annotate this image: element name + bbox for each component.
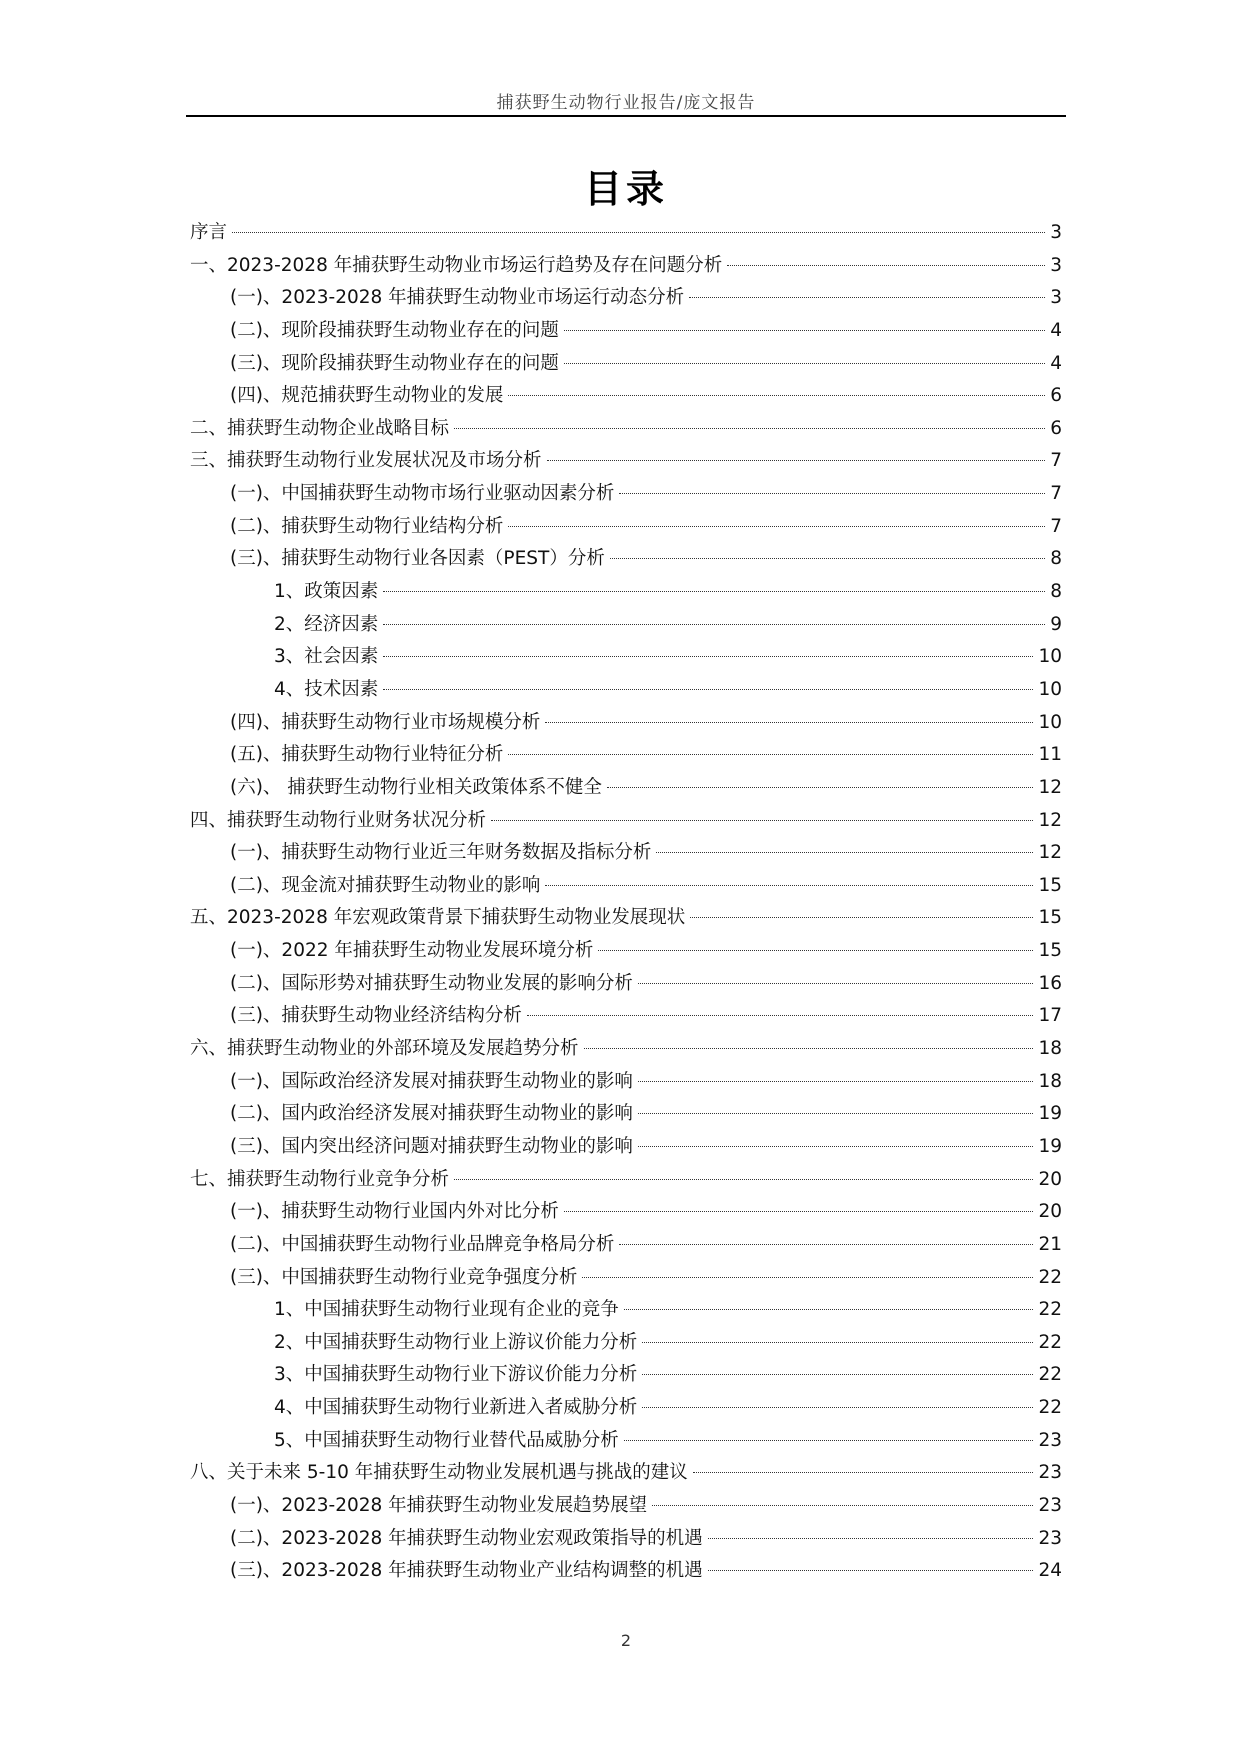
toc-entry-page: 21 bbox=[1038, 1233, 1062, 1255]
toc-entry[interactable] bbox=[190, 870, 1062, 903]
toc-entry-title: (六)、 捕获野生动物行业相关政策体系不健全 bbox=[230, 776, 602, 798]
toc-entry-title: (三)、捕获野生动物业经济结构分析 bbox=[230, 1005, 522, 1027]
toc-entry-page: 17 bbox=[1038, 1005, 1062, 1027]
toc-entry[interactable] bbox=[190, 1229, 1062, 1262]
table-of-contents bbox=[190, 217, 1062, 1588]
toc-entry-title: (一)、2023-2028 年捕获野生动物业市场运行动态分析 bbox=[230, 287, 685, 309]
toc-dot-leader bbox=[638, 1146, 1034, 1147]
toc-entry[interactable] bbox=[190, 1457, 1062, 1490]
toc-entry-page: 10 bbox=[1038, 711, 1062, 733]
toc-dot-leader bbox=[638, 1113, 1034, 1114]
toc-entry[interactable] bbox=[190, 1490, 1062, 1523]
toc-dot-leader bbox=[656, 852, 1033, 853]
toc-entry-page: 15 bbox=[1038, 907, 1062, 929]
toc-entry-title: (二)、捕获野生动物行业结构分析 bbox=[230, 515, 504, 537]
toc-dot-leader bbox=[545, 885, 1033, 886]
toc-entry-page: 20 bbox=[1038, 1168, 1062, 1190]
toc-entry[interactable] bbox=[190, 902, 1062, 935]
toc-dot-leader bbox=[564, 1211, 1034, 1212]
toc-entry[interactable] bbox=[190, 478, 1062, 511]
page-number: 2 bbox=[620, 1631, 632, 1650]
toc-entry-title: 2、中国捕获野生动物行业上游议价能力分析 bbox=[274, 1331, 638, 1353]
toc-entry[interactable] bbox=[190, 1327, 1062, 1360]
toc-entry-page: 8 bbox=[1050, 581, 1062, 603]
toc-entry-title: 七、捕获野生动物行业竞争分析 bbox=[190, 1168, 450, 1190]
toc-entry-page: 23 bbox=[1038, 1494, 1062, 1516]
toc-entry-title: 4、中国捕获野生动物行业新进入者威胁分析 bbox=[274, 1397, 638, 1419]
toc-entry-page: 19 bbox=[1038, 1135, 1062, 1157]
toc-entry[interactable] bbox=[190, 739, 1062, 772]
toc-entry-page: 6 bbox=[1050, 417, 1062, 439]
toc-entry-page: 12 bbox=[1038, 776, 1062, 798]
toc-entry-title: (三)、捕获野生动物行业各因素（PEST）分析 bbox=[230, 548, 605, 570]
toc-entry-page: 19 bbox=[1038, 1103, 1062, 1125]
toc-title: 目录 bbox=[583, 166, 668, 211]
toc-entry[interactable] bbox=[190, 641, 1062, 674]
toc-entry-title: 3、中国捕获野生动物行业下游议价能力分析 bbox=[274, 1364, 638, 1386]
toc-entry-title: (二)、中国捕获野生动物行业品牌竞争格局分析 bbox=[230, 1233, 615, 1255]
toc-entry[interactable] bbox=[190, 1000, 1062, 1033]
toc-dot-leader bbox=[619, 493, 1045, 494]
toc-entry[interactable] bbox=[190, 282, 1062, 315]
toc-entry-title: (二)、国际形势对捕获野生动物业发展的影响分析 bbox=[230, 972, 633, 994]
toc-entry-page: 20 bbox=[1038, 1201, 1062, 1223]
toc-entry-page: 15 bbox=[1038, 940, 1062, 962]
toc-dot-leader bbox=[454, 1179, 1033, 1180]
toc-dot-leader bbox=[689, 297, 1045, 298]
toc-entry-page: 11 bbox=[1038, 744, 1062, 766]
toc-dot-leader bbox=[584, 1048, 1034, 1049]
toc-entry-page: 7 bbox=[1050, 483, 1062, 505]
toc-entry-page: 3 bbox=[1050, 287, 1062, 309]
toc-entry-title: (一)、2022 年捕获野生动物业发展环境分析 bbox=[230, 940, 594, 962]
toc-dot-leader bbox=[624, 1440, 1034, 1441]
toc-dot-leader bbox=[619, 1244, 1033, 1245]
toc-dot-leader bbox=[598, 950, 1033, 951]
toc-entry-title: 二、捕获野生动物企业战略目标 bbox=[190, 417, 450, 439]
toc-entry-title: (三)、现阶段捕获野生动物业存在的问题 bbox=[230, 352, 559, 374]
toc-entry-title: 4、技术因素 bbox=[274, 678, 379, 700]
toc-entry-page: 22 bbox=[1038, 1364, 1062, 1386]
toc-dot-leader bbox=[508, 526, 1045, 527]
toc-entry-title: (三)、国内突出经济问题对捕获野生动物业的影响 bbox=[230, 1135, 633, 1157]
toc-entry-title: (一)、国际政治经济发展对捕获野生动物业的影响 bbox=[230, 1070, 633, 1092]
toc-entry-page: 9 bbox=[1050, 613, 1062, 635]
toc-entry[interactable] bbox=[190, 1196, 1062, 1229]
toc-dot-leader bbox=[652, 1505, 1033, 1506]
toc-entry-page: 22 bbox=[1038, 1397, 1062, 1419]
toc-entry[interactable] bbox=[190, 348, 1062, 381]
toc-dot-leader bbox=[693, 1472, 1034, 1473]
toc-entry[interactable] bbox=[190, 707, 1062, 740]
toc-dot-leader bbox=[564, 330, 1045, 331]
toc-dot-leader bbox=[727, 265, 1045, 266]
toc-entry[interactable] bbox=[190, 1294, 1062, 1327]
toc-dot-leader bbox=[383, 689, 1033, 690]
toc-dot-leader bbox=[708, 1570, 1034, 1571]
toc-entry[interactable] bbox=[190, 1066, 1062, 1099]
toc-dot-leader bbox=[547, 460, 1046, 461]
toc-entry-title: (四)、捕获野生动物行业市场规模分析 bbox=[230, 711, 541, 733]
toc-entry[interactable] bbox=[190, 250, 1062, 283]
toc-entry-page: 10 bbox=[1038, 678, 1062, 700]
toc-dot-leader bbox=[610, 558, 1045, 559]
toc-dot-leader bbox=[582, 1277, 1033, 1278]
toc-entry-page: 23 bbox=[1038, 1429, 1062, 1451]
toc-entry-title: 一、2023-2028 年捕获野生动物业市场运行趋势及存在问题分析 bbox=[190, 254, 723, 276]
toc-dot-leader bbox=[607, 787, 1034, 788]
toc-entry[interactable] bbox=[190, 1262, 1062, 1295]
toc-dot-leader bbox=[545, 722, 1033, 723]
toc-entry-title: 序言 bbox=[190, 222, 228, 243]
toc-entry-title: (三)、中国捕获野生动物行业竞争强度分析 bbox=[230, 1266, 578, 1288]
toc-entry[interactable] bbox=[190, 1131, 1062, 1164]
toc-entry[interactable] bbox=[190, 1164, 1062, 1197]
toc-entry-title: 六、捕获野生动物业的外部环境及发展趋势分析 bbox=[190, 1038, 579, 1060]
toc-entry-title: (一)、2023-2028 年捕获野生动物业发展趋势展望 bbox=[230, 1494, 648, 1516]
toc-entry[interactable] bbox=[190, 1392, 1062, 1425]
toc-entry-page: 7 bbox=[1050, 515, 1062, 537]
toc-entry-page: 12 bbox=[1038, 842, 1062, 864]
toc-entry-page: 18 bbox=[1038, 1038, 1062, 1060]
toc-entry-title: (三)、2023-2028 年捕获野生动物业产业结构调整的机遇 bbox=[230, 1560, 703, 1582]
toc-dot-leader bbox=[708, 1538, 1034, 1539]
toc-dot-leader bbox=[383, 656, 1033, 657]
toc-entry[interactable] bbox=[190, 1523, 1062, 1556]
toc-entry-page: 4 bbox=[1050, 319, 1062, 341]
toc-entry[interactable] bbox=[190, 1359, 1062, 1392]
toc-dot-leader bbox=[383, 624, 1045, 625]
toc-entry[interactable] bbox=[190, 1555, 1062, 1588]
toc-entry-title: 1、政策因素 bbox=[274, 581, 379, 603]
toc-entry-title: (二)、国内政治经济发展对捕获野生动物业的影响 bbox=[230, 1103, 633, 1125]
toc-entry-page: 23 bbox=[1038, 1527, 1062, 1549]
toc-entry-page: 10 bbox=[1038, 646, 1062, 668]
toc-entry[interactable] bbox=[190, 1425, 1062, 1458]
toc-entry-page: 22 bbox=[1038, 1266, 1062, 1288]
toc-entry[interactable] bbox=[190, 511, 1062, 544]
toc-entry[interactable] bbox=[190, 1098, 1062, 1131]
toc-dot-leader bbox=[454, 428, 1045, 429]
toc-entry[interactable] bbox=[190, 1033, 1062, 1066]
toc-entry[interactable] bbox=[190, 543, 1062, 576]
toc-entry-page: 12 bbox=[1038, 809, 1062, 831]
toc-entry-page: 16 bbox=[1038, 972, 1062, 994]
toc-entry-page: 23 bbox=[1038, 1462, 1062, 1484]
toc-dot-leader bbox=[642, 1374, 1033, 1375]
toc-entry[interactable] bbox=[190, 772, 1062, 805]
toc-entry[interactable] bbox=[190, 217, 1062, 250]
toc-dot-leader bbox=[638, 983, 1034, 984]
toc-entry[interactable] bbox=[190, 413, 1062, 446]
toc-entry-page: 4 bbox=[1050, 352, 1062, 374]
toc-entry[interactable] bbox=[190, 609, 1062, 642]
toc-entry-title: 五、2023-2028 年宏观政策背景下捕获野生动物业发展现状 bbox=[190, 907, 686, 929]
toc-entry-title: 1、中国捕获野生动物行业现有企业的竞争 bbox=[274, 1299, 619, 1321]
toc-entry-title: 三、捕获野生动物行业发展状况及市场分析 bbox=[190, 450, 542, 472]
toc-entry-title: (五)、捕获野生动物行业特征分析 bbox=[230, 744, 504, 766]
toc-entry-title: (一)、捕获野生动物行业国内外对比分析 bbox=[230, 1201, 559, 1223]
toc-entry-title: 八、关于未来 5-10 年捕获野生动物业发展机遇与挑战的建议 bbox=[190, 1462, 688, 1484]
toc-dot-leader bbox=[527, 1015, 1034, 1016]
toc-dot-leader bbox=[491, 820, 1033, 821]
toc-entry-title: (一)、中国捕获野生动物市场行业驱动因素分析 bbox=[230, 483, 615, 505]
toc-dot-leader bbox=[232, 232, 1045, 233]
toc-entry[interactable] bbox=[190, 935, 1062, 968]
toc-dot-leader bbox=[508, 395, 1045, 396]
toc-entry[interactable] bbox=[190, 576, 1062, 609]
toc-dot-leader bbox=[564, 363, 1045, 364]
toc-entry-title: (二)、现金流对捕获野生动物业的影响 bbox=[230, 874, 541, 896]
toc-dot-leader bbox=[638, 1081, 1034, 1082]
toc-entry-page: 6 bbox=[1050, 385, 1062, 407]
toc-entry-title: 3、社会因素 bbox=[274, 646, 379, 668]
toc-entry[interactable] bbox=[190, 380, 1062, 413]
toc-entry[interactable] bbox=[190, 805, 1062, 838]
toc-entry-title: 四、捕获野生动物行业财务状况分析 bbox=[190, 809, 487, 831]
toc-entry-page: 24 bbox=[1038, 1560, 1062, 1582]
toc-entry-page: 8 bbox=[1050, 548, 1062, 570]
header-divider bbox=[186, 115, 1066, 117]
toc-entry-page: 18 bbox=[1038, 1070, 1062, 1092]
toc-entry[interactable] bbox=[190, 445, 1062, 478]
toc-entry[interactable] bbox=[190, 837, 1062, 870]
toc-entry-page: 3 bbox=[1050, 254, 1062, 276]
toc-entry-title: (二)、现阶段捕获野生动物业存在的问题 bbox=[230, 319, 559, 341]
toc-entry-page: 3 bbox=[1050, 222, 1062, 243]
toc-dot-leader bbox=[383, 591, 1045, 592]
toc-entry-title: 2、经济因素 bbox=[274, 613, 379, 635]
toc-dot-leader bbox=[508, 754, 1033, 755]
toc-entry-title: 5、中国捕获野生动物行业替代品威胁分析 bbox=[274, 1429, 619, 1451]
toc-entry-page: 15 bbox=[1038, 874, 1062, 896]
toc-entry[interactable] bbox=[190, 968, 1062, 1001]
toc-dot-leader bbox=[642, 1342, 1033, 1343]
toc-dot-leader bbox=[642, 1407, 1033, 1408]
toc-entry-page: 22 bbox=[1038, 1331, 1062, 1353]
running-header: 捕获野生动物行业报告/庞文报告 bbox=[496, 93, 756, 113]
toc-entry-title: (四)、规范捕获野生动物业的发展 bbox=[230, 385, 504, 407]
toc-dot-leader bbox=[690, 917, 1033, 918]
toc-entry[interactable] bbox=[190, 315, 1062, 348]
toc-entry-title: (二)、2023-2028 年捕获野生动物业宏观政策指导的机遇 bbox=[230, 1527, 703, 1549]
toc-entry-page: 22 bbox=[1038, 1299, 1062, 1321]
toc-dot-leader bbox=[624, 1309, 1034, 1310]
toc-entry-page: 7 bbox=[1050, 450, 1062, 472]
toc-entry[interactable] bbox=[190, 674, 1062, 707]
toc-entry-title: (一)、捕获野生动物行业近三年财务数据及指标分析 bbox=[230, 842, 652, 864]
